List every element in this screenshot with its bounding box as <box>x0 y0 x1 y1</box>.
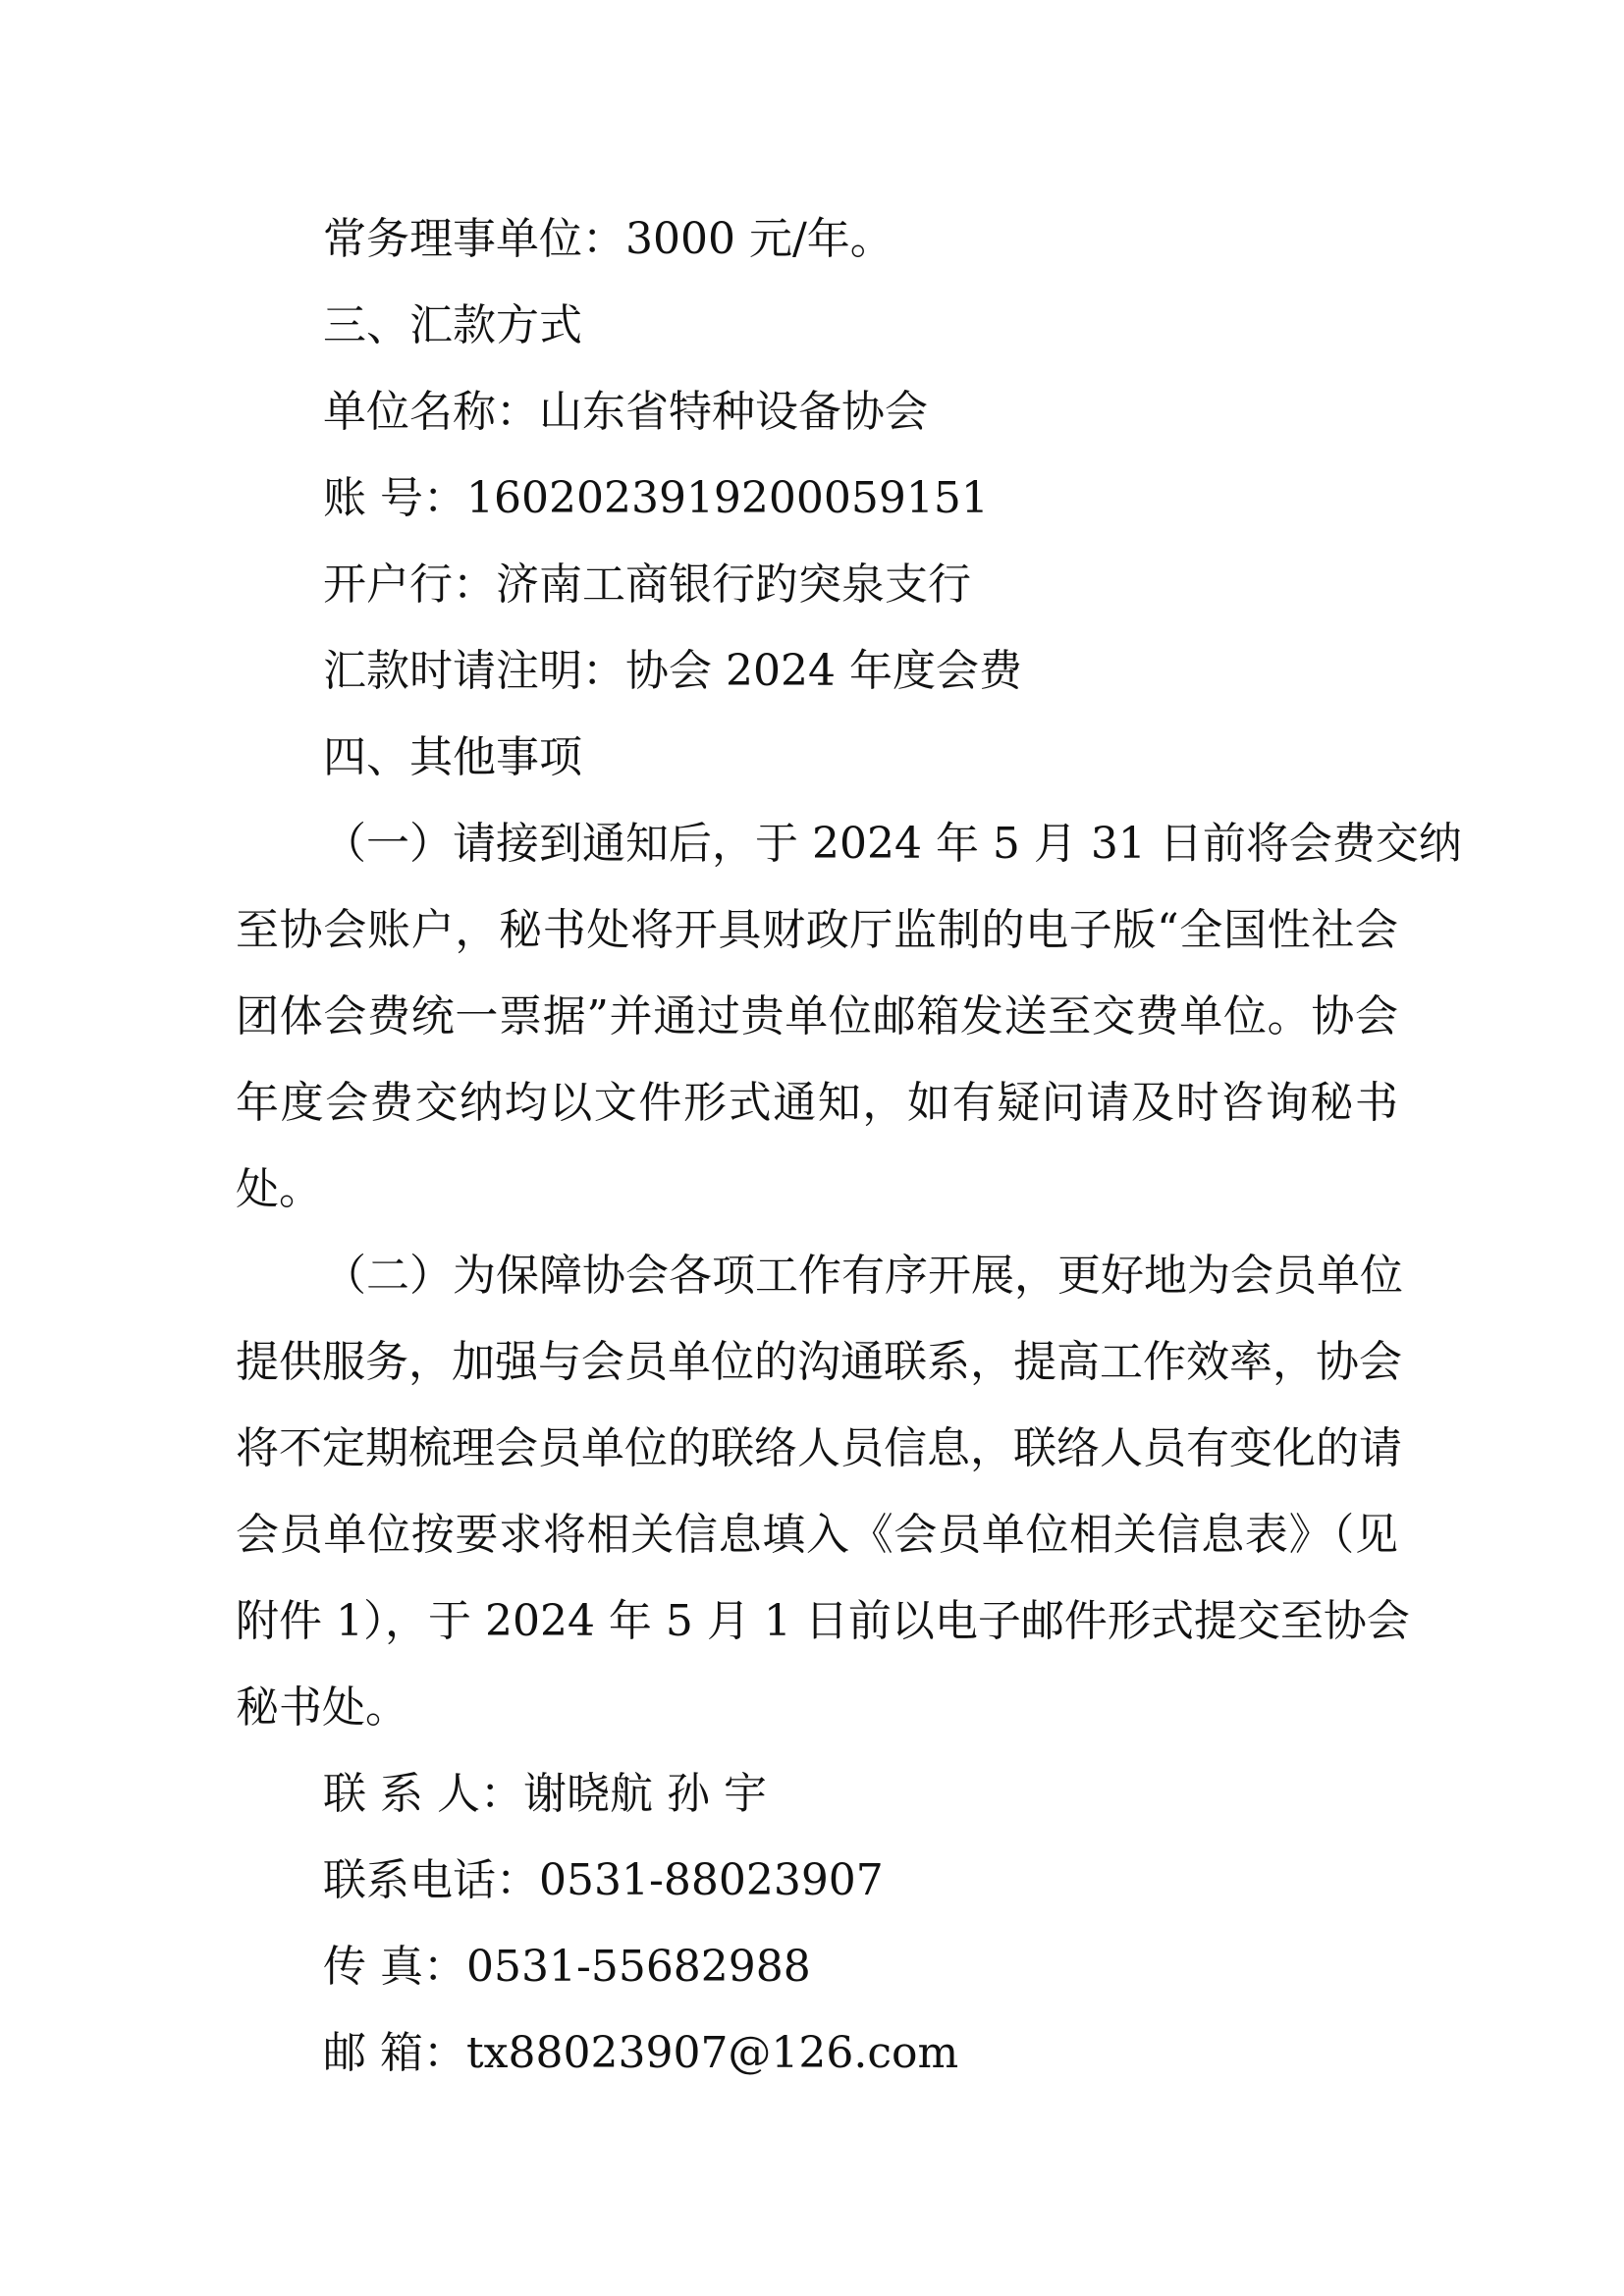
para1-line: 处。 <box>236 1164 322 1214</box>
section4-heading: 四、其他事项 <box>323 732 582 782</box>
para2-line: 提供服务，加强与会员单位的沟通联系，提高工作效率，协会 <box>236 1337 1402 1387</box>
contact-email: 邮 箱：tx88023907@126.com <box>323 2028 959 2078</box>
para2-line: 附件 1），于 2024 年 5 月 1 日前以电子邮件形式提交至协会 <box>236 1596 1410 1646</box>
para1-line: 团体会费统一票据”并通过贵单位邮箱发送至交费单位。协会 <box>236 991 1398 1041</box>
payee-bank: 开户行：济南工商银行趵突泉支行 <box>323 560 971 610</box>
para2-line: 将不定期梳理会员单位的联络人员信息，联络人员有变化的请 <box>236 1423 1402 1473</box>
section3-heading: 三、汇款方式 <box>323 300 582 350</box>
para2-line: 秘书处。 <box>236 1682 408 1733</box>
para1-line: 至协会账户，秘书处将开具财政厅监制的电子版“全国性社会 <box>236 905 1398 955</box>
payee-account-number: 账 号：1602023919200059151 <box>323 473 989 523</box>
para2-line: 会员单位按要求将相关信息填入《会员单位相关信息表》（见 <box>236 1510 1398 1560</box>
contact-person: 联 系 人：谢晓航 孙 宇 <box>323 1769 767 1819</box>
para2-line: （二）为保障协会各项工作有序开展，更好地为会员单位 <box>323 1251 1403 1301</box>
para1-line: （一）请接到通知后，于 2024 年 5 月 31 日前将会费交纳 <box>323 819 1462 869</box>
contact-phone: 联系电话：0531-88023907 <box>323 1855 884 1905</box>
payee-unit-name: 单位名称：山东省特种设备协会 <box>323 387 928 437</box>
payment-remark: 汇款时请注明：协会 2024 年度会费 <box>323 646 1022 696</box>
contact-fax: 传 真：0531-55682988 <box>323 1942 811 1992</box>
para1-line: 年度会费交纳均以文件形式通知，如有疑问请及时咨询秘书 <box>236 1078 1398 1128</box>
fee-standing-director: 常务理事单位：3000 元/年。 <box>323 214 893 264</box>
